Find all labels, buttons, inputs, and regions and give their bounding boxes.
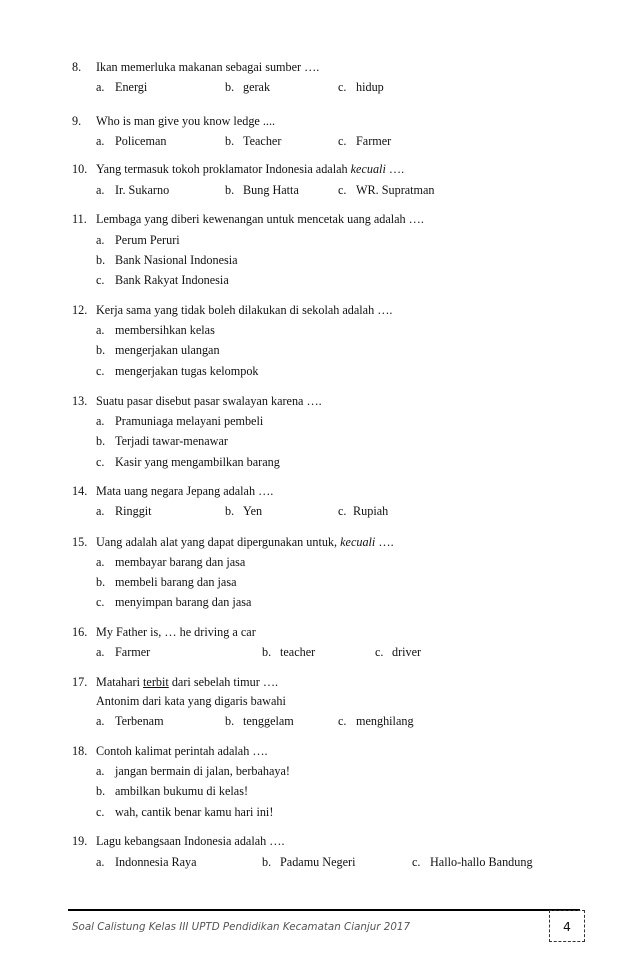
option-text: Indonnesia Raya	[115, 855, 197, 869]
option-letter: a.	[96, 414, 105, 428]
option-text: Terbenam	[115, 714, 164, 728]
option-text: mengerjakan tugas kelompok	[115, 364, 259, 378]
option-text: Hallo-hallo Bandung	[430, 855, 533, 869]
option-letter: c.	[96, 455, 105, 469]
option-letter: a.	[96, 645, 105, 659]
option-text: Pramuniaga melayani pembeli	[115, 414, 264, 428]
question-number: 15.	[72, 535, 88, 549]
question-number: 12.	[72, 303, 88, 317]
question-text: Who is man give you know ledge ....	[96, 114, 276, 128]
question-number: 9.	[72, 114, 82, 128]
option-text: membeli barang dan jasa	[115, 575, 237, 589]
option-text: Policeman	[115, 134, 167, 148]
question-text: Mata uang negara Jepang adalah ….	[96, 484, 274, 498]
question-text: My Father is, … he driving a car	[96, 625, 256, 639]
question-text: Kerja sama yang tidak boleh dilakukan di sekolah adalah ….	[96, 303, 393, 317]
option-letter: b.	[225, 714, 235, 728]
question-text: Matahari terbit dari sebelah timur ….	[96, 675, 279, 689]
option-letter: a.	[96, 504, 105, 518]
option-letter: b.	[96, 343, 106, 357]
question-number: 17.	[72, 675, 88, 689]
footer-divider	[68, 909, 580, 911]
question-number: 18.	[72, 744, 88, 758]
page-number: 4	[549, 910, 585, 942]
emphasis-word: kecuali	[350, 162, 386, 176]
option-letter: b.	[225, 183, 235, 197]
question-number: 16.	[72, 625, 88, 639]
option-letter: c.	[338, 183, 347, 197]
option-letter: c.	[412, 855, 421, 869]
option-letter: b.	[96, 575, 106, 589]
underlined-word: terbit	[143, 675, 169, 689]
question-number: 10.	[72, 162, 88, 176]
option-letter: a.	[96, 855, 105, 869]
option-letter: a.	[96, 323, 105, 337]
emphasis-word: kecuali	[340, 535, 376, 549]
question-text: Lembaga yang diberi kewenangan untuk mencetak uang adalah ….	[96, 212, 424, 226]
option-text: membayar barang dan jasa	[115, 555, 246, 569]
option-letter: c.	[338, 134, 347, 148]
question-text: Ikan memerluka makanan sebagai sumber ….	[96, 60, 320, 74]
question-text: Uang adalah alat yang dapat dipergunakan untuk, kecuali ….	[96, 535, 394, 549]
option-letter: a.	[96, 764, 105, 778]
question-number: 8.	[72, 60, 82, 74]
option-text: Terjadi tawar-menawar	[115, 434, 228, 448]
question-text: Suatu pasar disebut pasar swalayan karena ….	[96, 394, 322, 408]
option-text: Farmer	[115, 645, 151, 659]
option-text: Yen	[243, 504, 263, 518]
question-text: Lagu kebangsaan Indonesia adalah ….	[96, 834, 285, 848]
option-text: Bung Hatta	[243, 183, 299, 197]
option-text: gerak	[243, 80, 271, 94]
question-number: 11.	[72, 212, 87, 226]
question-number: 19.	[72, 834, 88, 848]
option-letter: a.	[96, 555, 105, 569]
option-text: Kasir yang mengambilkan barang	[115, 455, 280, 469]
option-letter: b.	[96, 253, 106, 267]
option-text: Bank Nasional Indonesia	[115, 253, 238, 267]
option-letter: b.	[225, 504, 235, 518]
option-text: menyimpan barang dan jasa	[115, 595, 252, 609]
option-letter: c.	[338, 714, 347, 728]
option-text: Teacher	[243, 134, 282, 148]
option-text: Rupiah	[353, 504, 389, 518]
option-letter: a.	[96, 233, 105, 247]
option-text: Farmer	[356, 134, 392, 148]
option-text: hidup	[356, 80, 384, 94]
option-text: mengerjakan ulangan	[115, 343, 220, 357]
option-letter: b.	[96, 784, 106, 798]
option-letter: b.	[262, 645, 272, 659]
option-text: ambilkan bukumu di kelas!	[115, 784, 249, 798]
option-text: WR. Supratman	[356, 183, 435, 197]
option-letter: c.	[375, 645, 384, 659]
option-letter: b.	[225, 134, 235, 148]
option-text: driver	[392, 645, 422, 659]
option-text: wah, cantik benar kamu hari ini!	[115, 805, 274, 819]
footer-text: Soal Calistung Kelas III UPTD Pendidikan Kecamatan Cianjur 2017	[72, 921, 411, 933]
option-text: Energi	[115, 80, 148, 94]
option-letter: c.	[338, 80, 347, 94]
question-text: Contoh kalimat perintah adalah ….	[96, 744, 268, 758]
option-letter: a.	[96, 183, 105, 197]
option-letter: c.	[338, 504, 347, 518]
option-text: Padamu Negeri	[280, 855, 356, 869]
option-letter: a.	[96, 134, 105, 148]
option-letter: c.	[96, 364, 105, 378]
option-letter: c.	[96, 805, 105, 819]
option-letter: c.	[96, 595, 105, 609]
question-subline: Antonim dari kata yang digaris bawahi	[96, 694, 286, 708]
option-text: Bank Rakyat Indonesia	[115, 273, 229, 287]
option-text: jangan bermain di jalan, berbahaya!	[115, 764, 290, 778]
option-text: Ringgit	[115, 504, 152, 518]
option-letter: b.	[96, 434, 106, 448]
option-text: teacher	[280, 645, 316, 659]
option-letter: c.	[96, 273, 105, 287]
question-number: 14.	[72, 484, 88, 498]
option-letter: a.	[96, 714, 105, 728]
option-text: Perum Peruri	[115, 233, 180, 247]
option-letter: b.	[225, 80, 235, 94]
option-text: tenggelam	[243, 714, 294, 728]
option-text: Ir. Sukarno	[115, 183, 170, 197]
question-text: Yang termasuk tokoh proklamator Indonesia adalah kecuali ….	[96, 162, 405, 176]
question-number: 13.	[72, 394, 88, 408]
option-letter: b.	[262, 855, 272, 869]
option-text: membersihkan kelas	[115, 323, 215, 337]
option-text: menghilang	[356, 714, 414, 728]
option-letter: a.	[96, 80, 105, 94]
